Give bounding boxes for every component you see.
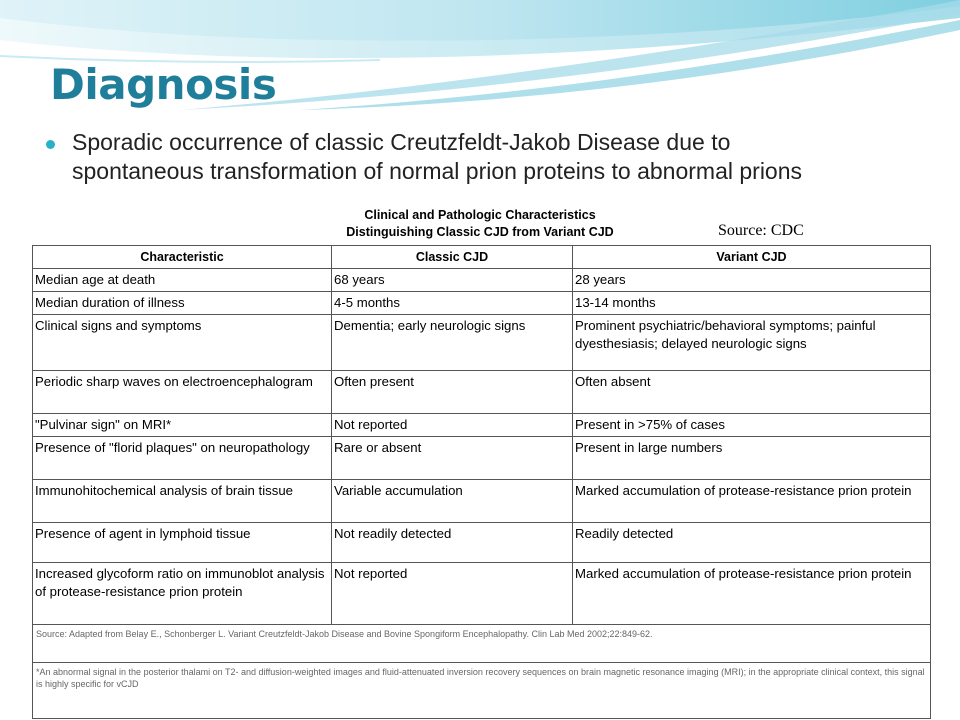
bullet-dot-icon xyxy=(46,140,55,149)
slide-title: Diagnosis xyxy=(50,60,277,109)
cell-variant: Marked accumulation of protease-resistance prion protein xyxy=(573,563,931,625)
table-row xyxy=(33,269,931,292)
cell-classic: Not reported xyxy=(332,414,573,437)
bullet-text: Sporadic occurrence of classic Creutzfeldt-Jakob Disease due to spontaneous transformation of normal prion proteins to abnormal prions xyxy=(72,129,803,184)
table-row xyxy=(33,414,931,437)
cell-classic: 68 years xyxy=(332,269,573,292)
source-label: Source: CDC xyxy=(718,222,804,239)
table-footnote-row xyxy=(33,663,931,719)
cell-variant: Present in >75% of cases xyxy=(573,414,931,437)
cell-classic: Often present xyxy=(332,371,573,414)
table-header-row xyxy=(33,246,931,269)
bullet-list xyxy=(46,128,866,186)
table-row xyxy=(33,437,931,480)
cell-variant: Marked accumulation of protease-resistance prion protein xyxy=(573,480,931,523)
cell-classic: Dementia; early neurologic signs xyxy=(332,315,573,371)
table-caption-line-2: Distinguishing Classic CJD from Variant CJD xyxy=(346,225,614,239)
cell-characteristic: Presence of agent in lymphoid tissue xyxy=(33,523,332,563)
cell-variant: Readily detected xyxy=(573,523,931,563)
cell-variant: Present in large numbers xyxy=(573,437,931,480)
table-row xyxy=(33,523,931,563)
table-source-row xyxy=(33,625,931,663)
cell-characteristic: Clinical signs and symptoms xyxy=(33,315,332,371)
cell-classic: Rare or absent xyxy=(332,437,573,480)
cell-characteristic: Increased glycoform ratio on immunoblot analysis of protease-resistance prion protein xyxy=(33,563,332,625)
table-row xyxy=(33,315,931,371)
cell-classic: 4-5 months xyxy=(332,292,573,315)
table-source-note: Source: Adapted from Belay E., Schonberger L. Variant Creutzfeldt-Jakob Disease and Bovine Spongiform Encephalopathy. Clin Lab Med 2002;22:849-62. xyxy=(33,625,931,663)
cell-characteristic: "Pulvinar sign" on MRI* xyxy=(33,414,332,437)
header-variant-cjd: Variant CJD xyxy=(573,246,931,269)
cell-classic: Variable accumulation xyxy=(332,480,573,523)
cell-characteristic: Median duration of illness xyxy=(33,292,332,315)
cell-variant: 28 years xyxy=(573,269,931,292)
cell-characteristic: Presence of "florid plaques" on neuropathology xyxy=(33,437,332,480)
cell-classic: Not reported xyxy=(332,563,573,625)
table-caption-line-1: Clinical and Pathologic Characteristics xyxy=(364,208,596,222)
cell-characteristic: Immunohitochemical analysis of brain tissue xyxy=(33,480,332,523)
header-characteristic: Characteristic xyxy=(33,246,332,269)
bullet-item xyxy=(46,128,866,186)
table-row xyxy=(33,480,931,523)
table-row xyxy=(33,563,931,625)
cell-variant: Prominent psychiatric/behavioral symptoms; painful dyesthesiasis; delayed neurologic signs xyxy=(573,315,931,371)
cell-characteristic: Periodic sharp waves on electroencephalogram xyxy=(33,371,332,414)
table-footnote: *An abnormal signal in the posterior thalami on T2- and diffusion-weighted images and fluid-attenuated inversion recovery sequences on brain magnetic resonance imaging (MRI); in the appropriate clinical context, this signal is highly specific for vCJD xyxy=(33,663,931,719)
table-caption xyxy=(300,207,660,241)
cell-variant: 13-14 months xyxy=(573,292,931,315)
cjd-comparison-table xyxy=(32,245,931,719)
header-classic-cjd: Classic CJD xyxy=(332,246,573,269)
cell-characteristic: Median age at death xyxy=(33,269,332,292)
cell-variant: Often absent xyxy=(573,371,931,414)
cell-classic: Not readily detected xyxy=(332,523,573,563)
table-row xyxy=(33,292,931,315)
table-row xyxy=(33,371,931,414)
